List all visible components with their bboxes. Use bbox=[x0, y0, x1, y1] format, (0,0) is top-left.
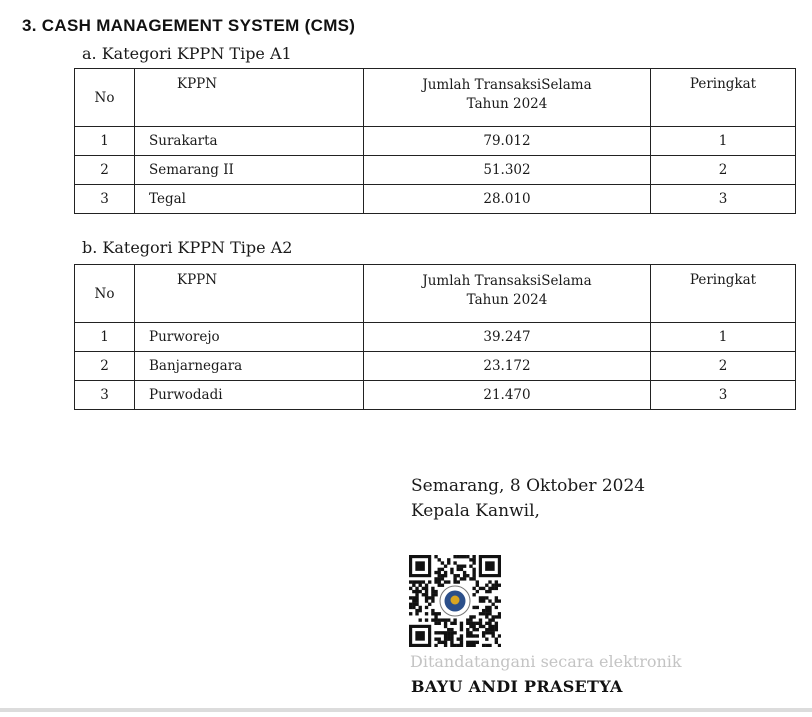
cell-peringkat: 1 bbox=[651, 323, 796, 352]
cell-kppn: Purworejo bbox=[135, 323, 364, 352]
place-date: Semarang, 8 Oktober 2024 bbox=[411, 476, 646, 496]
cell-jumlah: 79.012 bbox=[364, 127, 651, 156]
cell-peringkat: 1 bbox=[651, 127, 796, 156]
kppn-a2-table bbox=[74, 264, 796, 410]
header-jumlah-line1: Jumlah TransaksiSelama bbox=[422, 77, 592, 93]
cell-peringkat: 3 bbox=[651, 381, 796, 410]
table-row bbox=[75, 185, 796, 214]
header-jumlah-line1: Jumlah TransaksiSelama bbox=[422, 273, 592, 289]
cell-no: 3 bbox=[75, 381, 135, 410]
signer-name: BAYU ANDI PRASETYA bbox=[411, 677, 623, 696]
signer-role: Kepala Kanwil, bbox=[411, 501, 540, 521]
cell-jumlah: 51.302 bbox=[364, 156, 651, 185]
cell-kppn: Tegal bbox=[135, 185, 364, 214]
table-row bbox=[75, 127, 796, 156]
table-a-heading: a. Kategori KPPN Tipe A1 bbox=[82, 44, 292, 63]
signature-block bbox=[411, 474, 645, 524]
cell-jumlah: 23.172 bbox=[364, 352, 651, 381]
table-header-row bbox=[75, 265, 796, 323]
cell-no: 2 bbox=[75, 352, 135, 381]
qr-code-graphic bbox=[409, 555, 501, 647]
cell-peringkat: 2 bbox=[651, 156, 796, 185]
cell-kppn: Surakarta bbox=[135, 127, 364, 156]
header-kppn: KPPN bbox=[135, 69, 364, 127]
header-peringkat: Peringkat bbox=[651, 69, 796, 127]
table-row bbox=[75, 352, 796, 381]
header-kppn: KPPN bbox=[135, 265, 364, 323]
header-jumlah-line2: Tahun 2024 bbox=[466, 96, 548, 112]
cell-no: 1 bbox=[75, 127, 135, 156]
esign-note: Ditandatangani secara elektronik bbox=[410, 652, 682, 671]
cell-no: 1 bbox=[75, 323, 135, 352]
cell-jumlah: 28.010 bbox=[364, 185, 651, 214]
header-jumlah bbox=[364, 265, 651, 323]
page-bottom-rule bbox=[0, 708, 812, 712]
cell-peringkat: 3 bbox=[651, 185, 796, 214]
kppn-a1-table bbox=[74, 68, 796, 214]
table-row bbox=[75, 323, 796, 352]
header-no: No bbox=[75, 265, 135, 323]
cell-kppn: Semarang II bbox=[135, 156, 364, 185]
qr-code-icon bbox=[409, 555, 501, 647]
cell-jumlah: 21.470 bbox=[364, 381, 651, 410]
header-peringkat: Peringkat bbox=[651, 265, 796, 323]
section-title: 3. CASH MANAGEMENT SYSTEM (CMS) bbox=[22, 16, 356, 35]
cell-kppn: Banjarnegara bbox=[135, 352, 364, 381]
table-row bbox=[75, 381, 796, 410]
table-header-row bbox=[75, 69, 796, 127]
header-no: No bbox=[75, 69, 135, 127]
cell-no: 2 bbox=[75, 156, 135, 185]
header-jumlah bbox=[364, 69, 651, 127]
cell-peringkat: 2 bbox=[651, 352, 796, 381]
table-b-heading: b. Kategori KPPN Tipe A2 bbox=[82, 238, 293, 257]
cell-no: 3 bbox=[75, 185, 135, 214]
cell-kppn: Purwodadi bbox=[135, 381, 364, 410]
table-row bbox=[75, 156, 796, 185]
cell-jumlah: 39.247 bbox=[364, 323, 651, 352]
header-jumlah-line2: Tahun 2024 bbox=[466, 292, 548, 308]
